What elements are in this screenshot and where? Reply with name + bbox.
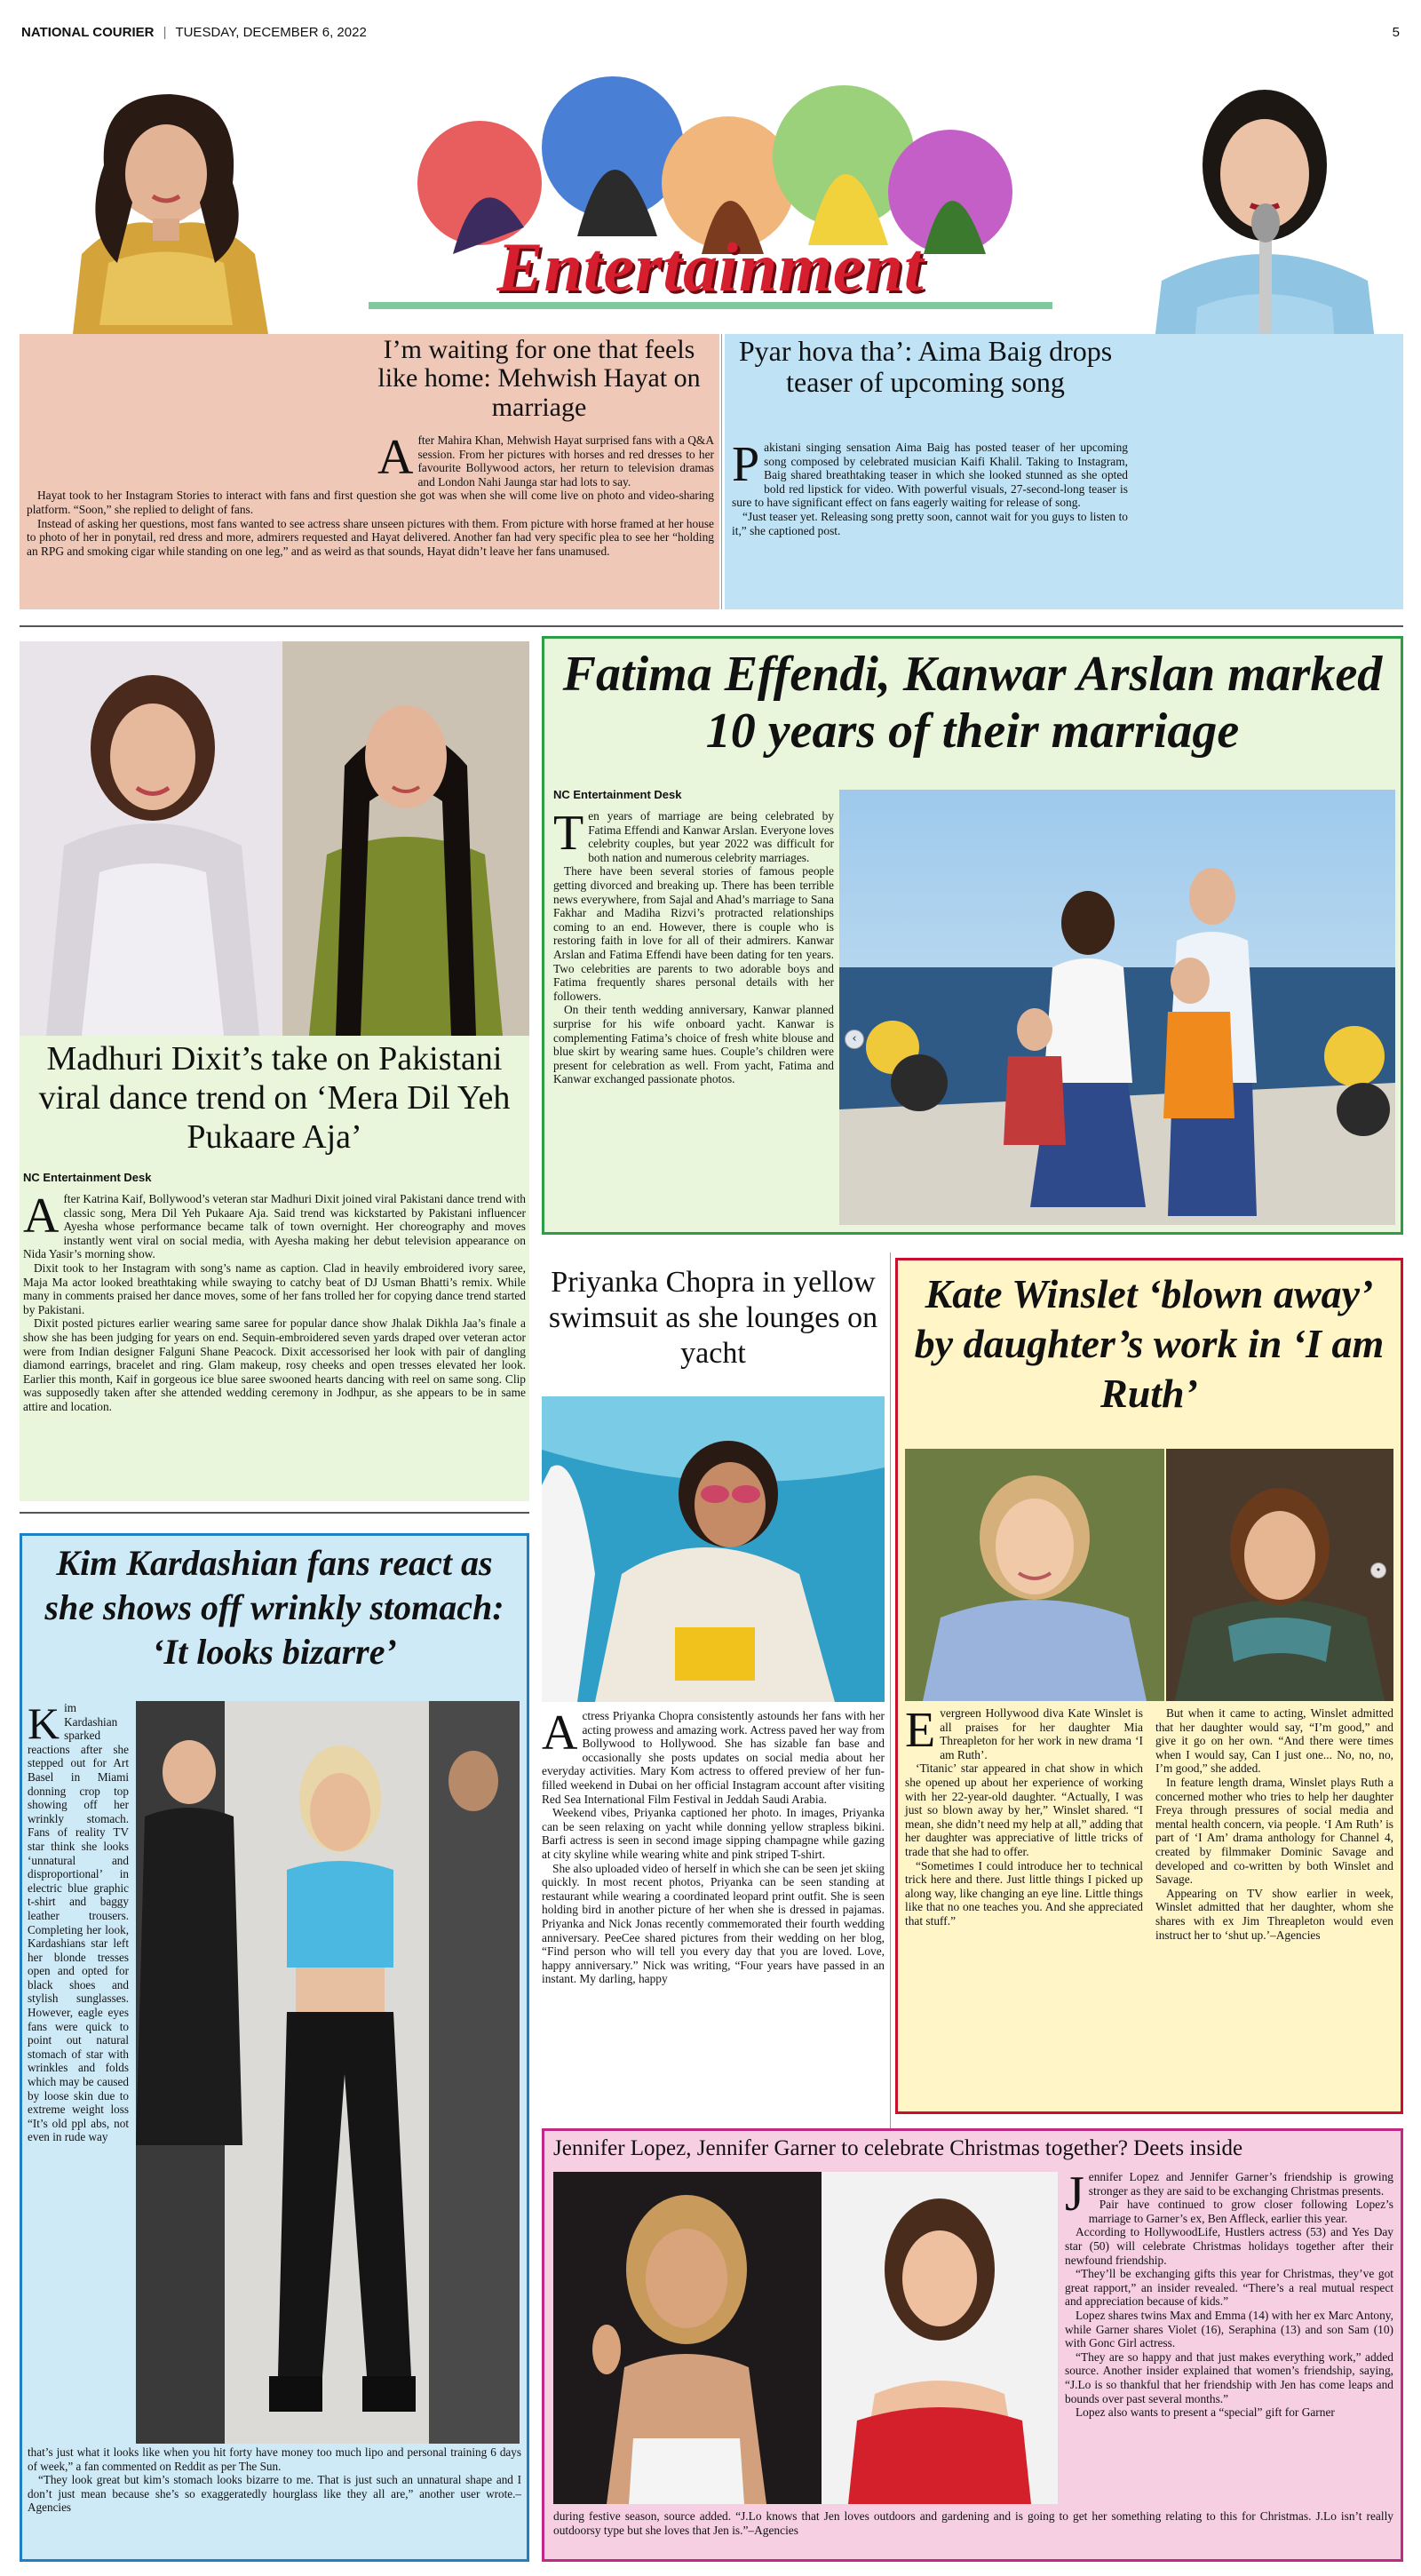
paper-name: NATIONAL COURIER — [21, 25, 155, 40]
carousel-prev-icon[interactable]: ‹ — [845, 1030, 864, 1049]
kim-photo — [136, 1701, 520, 2444]
priyanka-headline: Priyanka Chopra in yellow swimsuit as she lounges on yacht — [548, 1266, 878, 1370]
madhuri-article — [20, 641, 529, 1501]
fatima-kicker: NC Entertainment Desk — [553, 788, 682, 801]
priyanka-photo — [542, 1396, 885, 1702]
section-rule — [20, 625, 1403, 627]
madhuri-photo-left — [20, 641, 282, 1036]
mehwish-body: A fter Mahira Khan, Mehwish Hayat surprised fans with a Q&A session. From her pictures with horses and red dresses to her favourite Bollywood actors, her return to television dramas and London Nahi Jaunga star had lots to say. Hayat took to her Instagram Stories to interact with fans and first question she got was when she will come live on photo and video-sharing platform. “Soon,” she replied to delight of fans. Instead of asking her questions, most fans wanted to see actress share unseen pictures with them. From picture with horse framed at her house to photo of her in ponytail, red dress and more, admirers requested and Hayat delivered. Another fan had very specific plea to see her “holding an RPG and smoking cigar while standing on one leg,” and as weird as that sounds, Hayat didn’t leave her fans unamused. — [27, 430, 714, 558]
fatima-family-photo — [839, 790, 1395, 1225]
mehwish-article — [20, 334, 719, 609]
jlo-body: J ennifer Lopez and Jennifer Garner’s friendship is growing stronger as they are said to be exchanging Christmas presents. Pair have continued to grow closer following Lopez’s marriage to Garner’s ex, Ben Affleck, earlier this year. According to HollywoodLife, Hustlers actress (53) and Yes Day star (50) will celebrate Christmas holidays together after their newfound friendship. “They’ll be exchanging gifts this year for Christmas, they’ve got great rapport,” an insider revealed. “There’s a real mutual respect and appreciation because of kids.” Lopez shares twins Max and Emma (14) with her ex Marc Antony, while Garner shares Violet (16), Seraphina (13) and son Sam (10) with Gonc Girl actress. “They are so happy and that just makes everything work,” added source. Another insider explained that women’s friendship, saying, “J.Lo is so thankful that her friendship with Jen has come leaps and bounds over past several months.” Lopez also wants to present a “special” gift for Garner — [1065, 2167, 1393, 2420]
mehwish-photo — [20, 59, 313, 334]
madhuri-body: A fter Katrina Kaif, Bollywood’s veteran star Madhuri Dixit joined viral Pakistani dance trend with classic song, Mera Dil Yeh Pukaare Aja. Said trend was kickstarted by Pakistani influencer Ayesha whose performance became talk of town overnight. Her choreography and moves instantly went viral on social media, with Ayesha making her debut television appearance on Nida Yasir’s morning show. Dixit took to her Instagram with song’s name as caption. Clad in heavily embroidered ivory saree, Maja Ma actor looked breathtaking while swaying to catchy beat of DJ Usman Bhatti’s remix. While many in comments praised her dance moves, some of her fans trolled her for copying dance trend started by Pakistani. Dixit posted pictures earlier wearing same saree for popular dance show Jhalak Dikhla Jaa’s finale a show she has been judging for years on end. Sequin-embroidered seven yards draped over veteran actor were from Indian designer Falguni Shane Peacock. Dixit accessorised her look with pair of dangling diamond earrings, bracelet and ring. Glam makeup, rosy cheeks and open tresses elevated her look. Earlier this month, Kaif in gorgeous ice blue saree swooned hearts dancing with reel on same song. Clip was supposedly taken after she attended wedding ceremony in Jodhpur, as she appears to be in same attire and location. — [23, 1189, 526, 1413]
mehwish-headline: I’m waiting for one that feels like home: Mehwish Hayat on marriage — [377, 335, 701, 422]
kim-headline: Kim Kardashian fans react as she shows off wrinkly stomach: ‘It looks bizarre’ — [44, 1543, 504, 1672]
page-number: 5 — [1392, 25, 1400, 40]
garner-photo — [822, 2172, 1058, 2504]
jlo-article — [542, 2128, 1403, 2562]
fatima-body: T en years of marriage are being celebrated by Fatima Effendi and Kanwar Arslan. Everyone loves celebrity couples, but year 2022 was difficult for both nation and numerous celebrity marriages. There have been several stories of famous people getting divorced and breaking up. There has been terrible news everywhere, from Sajal and Ahad’s marriage to Sana Fakhar and Madiha Rizvi’s protracted relationships coming to an end. However, there is couple who is restoring faith in love for all of their admirers. Kanwar Arslan and Fatima Effendi have been dating for ten years. Two celebrities are parents to two adorable boys and Fatima frequently shares personal details with her followers. On their tenth wedding anniversary, Kanwar planned surprise for his wife onboard yacht. Kanwar is complementing Fatima’s choice of fresh white blouse and blue skirt by wearing same hues. Couple’s children were present for celebration as well. From yacht, Fatima and Kanwar exchanged passionate photos. — [553, 806, 835, 1086]
masthead: NATIONAL COURIER | TUESDAY, DECEMBER 6, 2022 5 — [21, 25, 1400, 40]
column-divider — [721, 334, 722, 609]
kate-body: E vergreen Hollywood diva Kate Winslet is all praises for her daughter Mia Threapleton for her work in new drama ‘I am Ruth’. ‘Titanic’ star appeared in chat show in which she opened up about her experience of working with her 22-year-old daughter. “Actually, I was just so blown away by her,” Winslet shared. “I mean, she didn’t need my help at all,” adding that her daughter was appreciative of little tricks of trade that she had to offer. “Sometimes I could introduce her to technical trick here and there. Just little things I picked up along way, like changing an eye line. Little things like that no one teaches you. And she appreciated that stuff.” But when it came to acting, Winslet admitted that her daughter would say, “I’m good,” and give it go on her own. “And there were times when I would say, Can I just one... No, no, no, I’m good,” she added. In feature length drama, Winslet plays Ruth a concerned mother who tries to help her daughter Freya through pressures of social media and mental health concern, via people. ‘I Am Ruth’ is part of ‘I Am’ drama anthology for Channel 4, created by filmmaker Dominic Savage and developed and co-written by both Winslet and Savage. Appearing on TV show earlier in week, Winslet admitted that her daughter, whom she shares with ex Jim Threapleton would even instruct her to ‘shut up.’–Agencies — [905, 1703, 1393, 1942]
entertainment-banner — [364, 50, 1057, 316]
section-title: Entertainment — [496, 228, 925, 306]
jlo-bottom-body: during festive season, source added. “J.Lo knows that Jen loves outdoors and gardening and is going to get her something relating to this for Christmas. J.Lo isn’t really outdoorsy type but she loves that Jen is.”–Agencies — [553, 2509, 1393, 2537]
column-divider-2 — [890, 1252, 891, 2141]
carousel-next-icon[interactable]: • — [1370, 1562, 1386, 1578]
priyanka-article — [542, 1252, 885, 2141]
priyanka-body: A ctress Priyanka Chopra consistently astounds her fans with her acting prowess and amazing work. Actress paved her way from Bollywood to Hollywood. She has sizable fan base and occasionally she posts updates on social media about her everyday activities. Mary Kom actress to offered preview of her fun-filled weekend in Dubai on her official Instagram account after visiting Red Sea International Film Festival in Jeddah Saudi Arabia. Weekend vibes, Priyanka captioned her photo. In images, Priyanka can be seen relaxing on yacht while donning yellow strapless bikini. Barfi actress is seen in second image sipping champagne while gazing at city skyline while wearing white and pink striped T-shirt. She also uploaded video of herself in which she can be seen jet skiing quickly. In most recent photos, Priyanka can be seen standing at restaurant while wearing a coordinated leopard print outfit. She is seen holding bird in another picture of her when she is dressed in pajamas. Priyanka and Nick Jonas recently commemorated their fourth wedding anniversary. PeeCee shared pictures from their wedding on her blog, “Find person who will tell you every day that you are loved. Love, happy anniversary.” Nick was writing, “Four years have passed in an instant. My darling, happy — [542, 1705, 885, 1986]
jlo-headline: Jennifer Lopez, Jennifer Garner to celebrate Christmas together? Deets inside — [553, 2136, 1243, 2160]
ayesha-photo — [282, 641, 529, 1036]
madhuri-headline: Madhuri Dixit’s take on Pakistani viral dance trend on ‘Mera Dil Yeh Pukaare Aja’ — [38, 1040, 511, 1156]
kate-photo — [905, 1449, 1164, 1701]
issue-date: TUESDAY, DECEMBER 6, 2022 — [175, 25, 367, 40]
section-rule-2 — [20, 1512, 529, 1514]
madhuri-kicker: NC Entertainment Desk — [23, 1171, 152, 1184]
aima-body: P akistani singing sensation Aima Baig has posted teaser of her upcoming song composed by celebrated musician Kaifi Khalil. Taking to Instagram, Baig shared breathtaking teaser in which she looked stunned as she opted bold red lipstick for video. With powerful visuals, 27-second-long teaser is sure to have significant effect on fans eagerly waiting for release of song. “Just teaser yet. Releasing song pretty soon, cannot wait for you guys to listen to it,” she captioned post. — [732, 437, 1128, 537]
fatima-article — [542, 636, 1403, 1235]
fatima-headline: Fatima Effendi, Kanwar Arslan marked 10 years of their marriage — [562, 647, 1383, 759]
mia-photo — [1166, 1449, 1393, 1701]
jlo-photo — [553, 2172, 822, 2504]
kim-article — [20, 1533, 529, 2562]
kate-article — [895, 1258, 1403, 2114]
aima-headline: Pyar hova tha’: Aima Baig drops teaser of upcoming song — [738, 335, 1113, 398]
aima-article — [725, 334, 1403, 609]
kim-wide-body: that’s just what it looks like when you hit forty have money too much lipo and personal training 6 days of week,” a fan commented on Reddit as per The Sun. “They look great but kim’s stomach looks bizarre to me. That is just such an unnatural shape and I don’t just mean because she’s so exaggeratedly hourglass like they all are,” another user wrote.–Agencies — [28, 2445, 521, 2515]
kim-narrow-body: K im Kardashian sparked reactions after she stepped out for Art Basel in Miami donning crop top showing off her wrinkly stomach. Fans of reality TV star think she looks ‘unnatural and disproportional’ in electric blue graphic t-shirt and baggy leather trousers. Completing her look, Kardashians star left her blonde tresses open and opted for black shoes and stylish sunglasses. However, eagle eyes fans were quick to point out natural stomach of star with wrinkles and folds which may be caused by loose skin due to extreme weight loss “It’s old ppl abs, not even in rude way — [28, 1698, 129, 2144]
kate-headline: Kate Winslet ‘blown away’ by daughter’s work in ‘I am Ruth’ — [914, 1271, 1385, 1416]
